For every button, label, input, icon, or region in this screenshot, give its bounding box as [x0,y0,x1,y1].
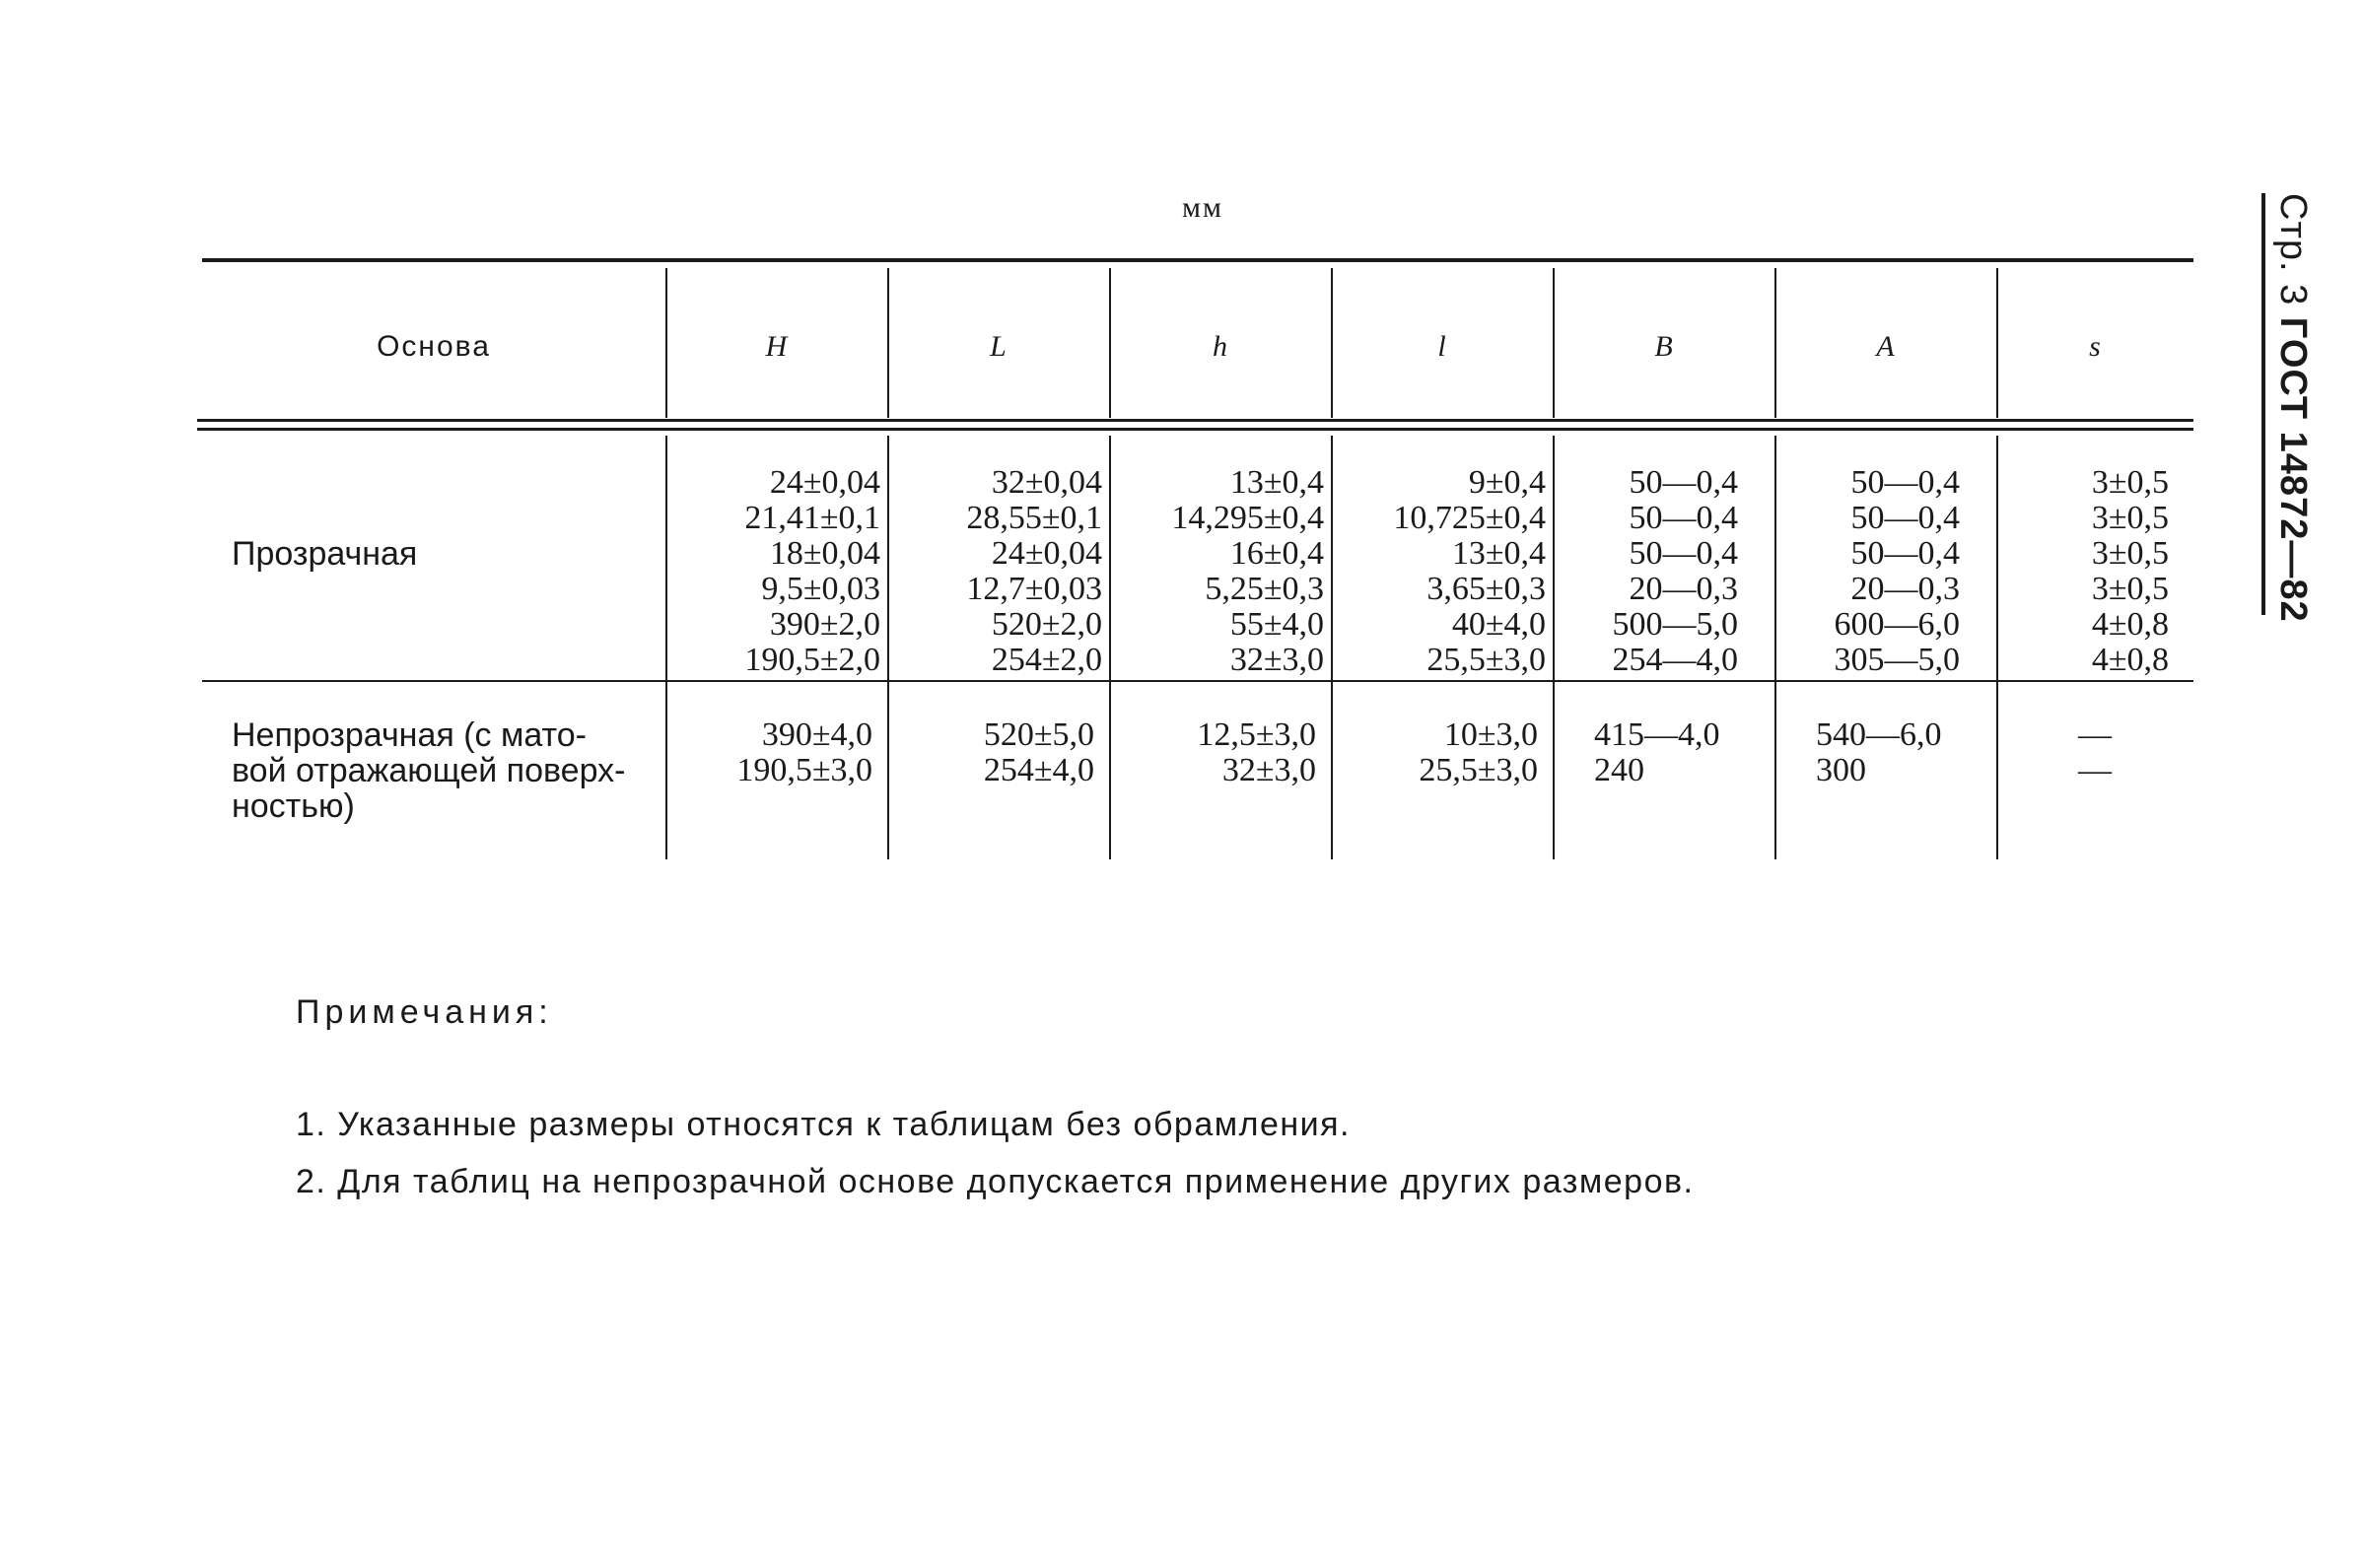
table-cell: 540—6,0 300 [1816,716,1942,788]
table-cell: 32±0,04 28,55±0,1 24±0,04 12,7±0,03 520±2,0 254±2,0 [966,464,1102,678]
page-number: Стр. 3 [2272,193,2314,307]
table-cell: 3±0,5 3±0,5 3±0,5 3±0,5 4±0,8 4±0,8 [2091,464,2169,678]
side-header-text [2271,193,2314,623]
row-label-transparent: Прозрачная [232,535,418,573]
note-item: 2. Для таблиц на непрозрачной основе допускается применение других размеров. [296,1163,1695,1200]
header-l: l [1437,330,1446,363]
notes-title: Примечания: [296,993,553,1031]
header-double-rule-1 [197,419,2193,422]
header-double-rule-2 [197,428,2193,431]
row-separator-rule [202,680,2193,682]
table-cell: 12,5±3,0 32±3,0 [1197,716,1316,788]
table-cell: 520±5,0 254±4,0 [983,716,1094,788]
table-cell: 50—0,4 50—0,4 50—0,4 20—0,3 500—5,0 254—4,0 [1612,464,1738,678]
header-B: B [1654,330,1673,363]
table-cell: 10±3,0 25,5±3,0 [1419,716,1538,788]
header-A: A [1876,330,1895,363]
header-s: s [2089,330,2101,363]
header-H: H [765,330,788,363]
table-cell: 24±0,04 21,41±0,1 18±0,04 9,5±0,03 390±2,0 190,5±2,0 [744,464,880,678]
standard-number: ГОСТ 14872—82 [2272,316,2314,623]
table-cell: 13±0,4 14,295±0,4 16±0,4 5,25±0,3 55±4,0 32±3,0 [1171,464,1324,678]
header-L: L [990,330,1007,363]
row-label-opaque: Непрозрачная (с мато- вой отражающей поверх- ностью) [232,716,626,825]
table-top-rule [202,258,2193,262]
table-cell: 9±0,4 10,725±0,4 13±0,4 3,65±0,3 40±4,0 25,5±3,0 [1393,464,1546,678]
table-cell: — — [2078,716,2112,788]
header-h: h [1213,330,1227,363]
header-base: Основа [377,330,491,363]
side-header [2236,193,2344,623]
units-label: мм [1182,191,1223,224]
table-cell: 50—0,4 50—0,4 50—0,4 20—0,3 600—6,0 305—5,0 [1834,464,1960,678]
table-cell: 415—4,0 240 [1594,716,1720,788]
table-cell: 390±4,0 190,5±3,0 [736,716,872,788]
note-item: 1. Указанные размеры относятся к таблицам без обрамления. [296,1106,1351,1143]
